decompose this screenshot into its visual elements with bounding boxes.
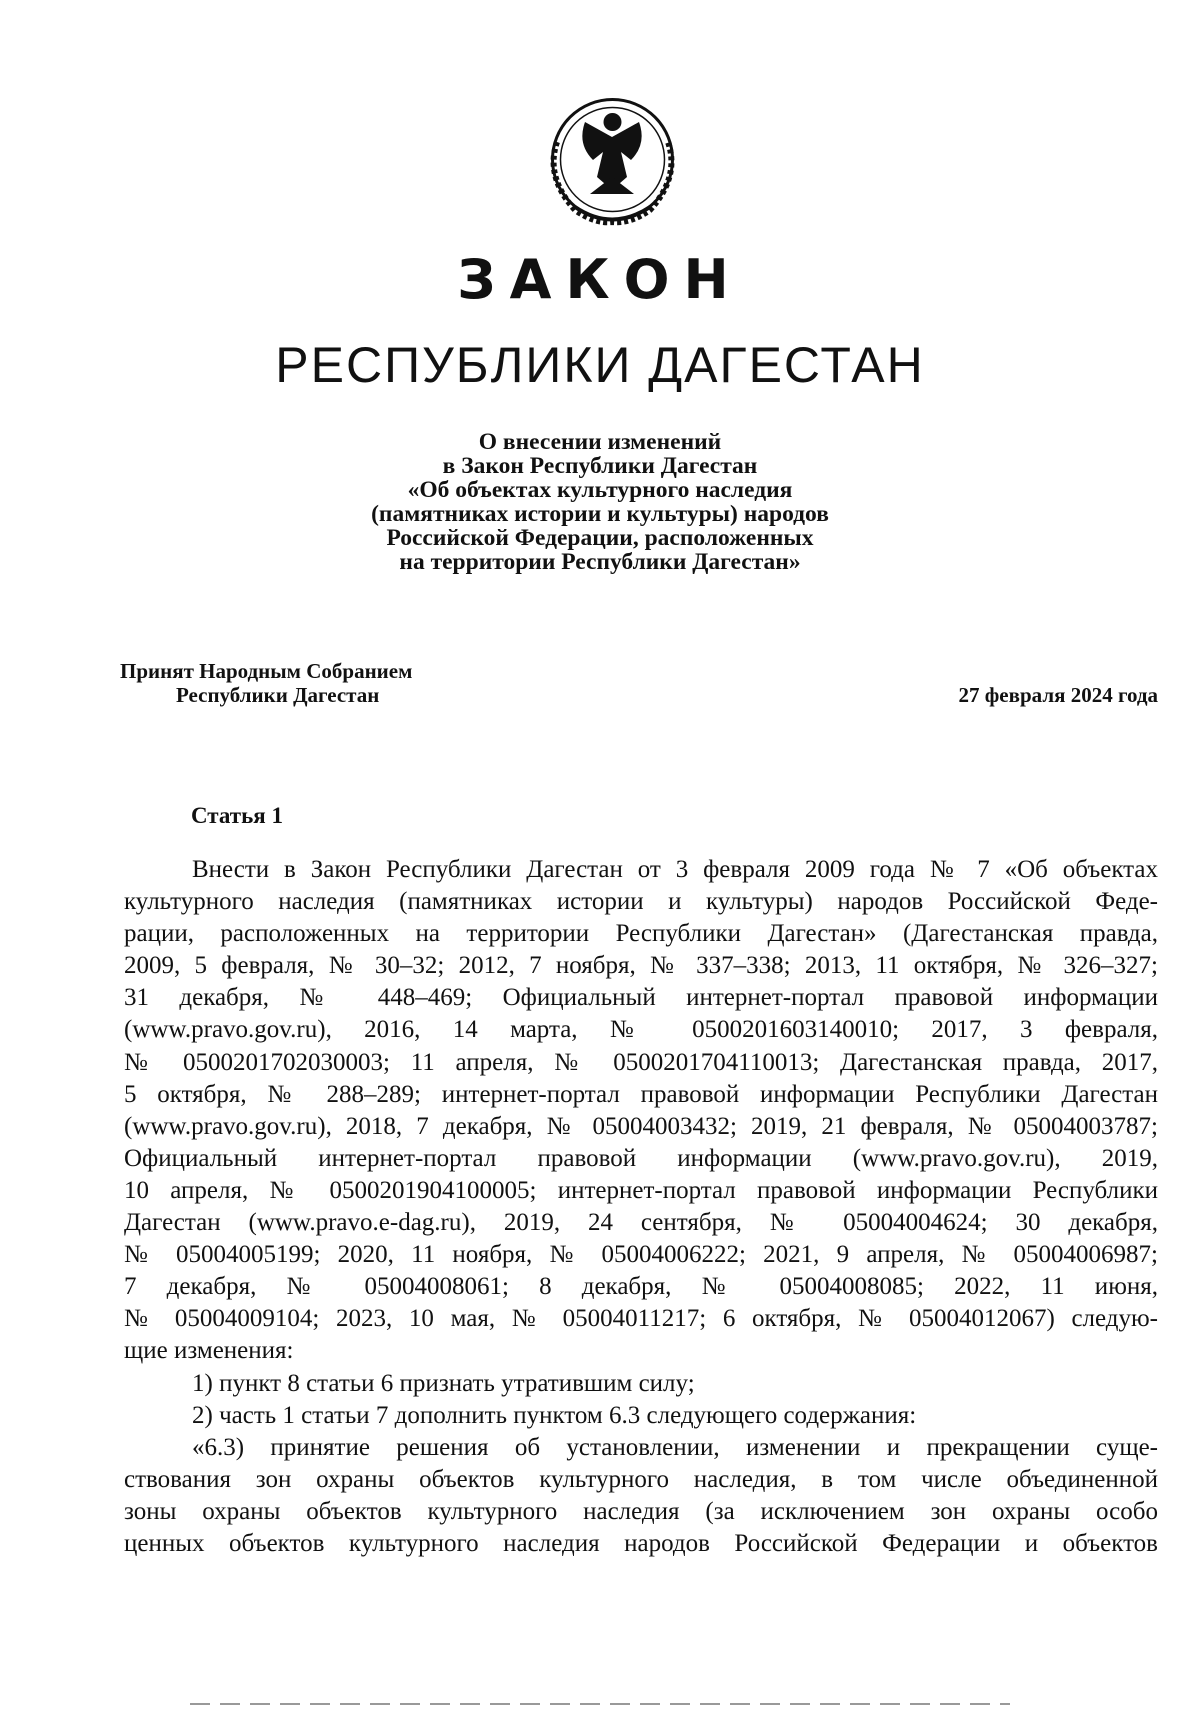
heading-line: О внесении изменений bbox=[478, 429, 722, 455]
heading-line: Российской Федерации, расположенных bbox=[386, 525, 814, 551]
text-line: 10 апреля, № 0500201904100005; интернет-портал правовой информации Республики bbox=[124, 1176, 1158, 1204]
text-line: № 05004005199; 2020, 11 ноября, № 05004006222; 2021, 9 апреля, № 05004006987; bbox=[124, 1241, 1158, 1269]
text-line: культурного наследия (памятниках истории и культуры) народов Российской Феде- bbox=[124, 888, 1158, 916]
law-subtitle: РЕСПУБЛИКИ ДАГЕСТАН bbox=[275, 337, 925, 393]
heading-line: «Об объектах культурного наследия bbox=[407, 477, 793, 503]
heading-line: в Закон Республики Дагестан bbox=[442, 453, 758, 479]
coat-of-arms-icon bbox=[535, 82, 690, 237]
text-line: ствования зон охраны объектов культурного наследия, в том числе объединенной bbox=[124, 1465, 1158, 1493]
text-line: 31 декабря, № 448–469; Официальный интернет-портал правовой информации bbox=[124, 984, 1158, 1012]
text-line: ценных объектов культурного наследия народов Российской Федерации и объектов bbox=[124, 1529, 1158, 1557]
text-line: (www.pravo.gov.ru), 2016, 14 марта, № 0500201603140010; 2017, 3 февраля, bbox=[124, 1016, 1158, 1044]
list-item: 1) пункт 8 статьи 6 признать утратившим силу; bbox=[192, 1369, 695, 1397]
heading-line: на территории Республики Дагестан» bbox=[399, 549, 801, 575]
text-line: 7 декабря, № 05004008061; 8 декабря, № 05004008085; 2022, 11 июня, bbox=[124, 1273, 1158, 1301]
text-line: Дагестан (www.pravo.e-dag.ru), 2019, 24 сентября, № 05004004624; 30 декабря, bbox=[124, 1209, 1158, 1237]
text-line: зоны охраны объектов культурного наследия (за исключением зон охраны особо bbox=[124, 1497, 1158, 1525]
adoption-statement bbox=[120, 659, 412, 707]
heading-line: (памятниках истории и культуры) народов bbox=[371, 501, 829, 527]
law-title: ЗАКОН bbox=[457, 248, 743, 311]
adoption-line: Республики Дагестан bbox=[176, 683, 380, 707]
adoption-date: 27 февраля 2024 года bbox=[958, 683, 1158, 707]
article-body bbox=[124, 854, 1158, 1560]
text-line: № 0500201702030003; 11 апреля, № 0500201704110013; Дагестанская правда, 2017, bbox=[124, 1048, 1158, 1076]
document-heading bbox=[0, 430, 1200, 574]
text-line: Внести в Закон Республики Дагестан от 3 февраля 2009 года № 7 «Об объектах bbox=[192, 856, 1158, 883]
text-line: 2009, 5 февраля, № 30–32; 2012, 7 ноября, № 337–338; 2013, 11 октября, № 326–327; bbox=[124, 952, 1158, 980]
text-line: «6.3) принятие решения об установлении, изменении и прекращении суще- bbox=[192, 1433, 1158, 1461]
text-line: (www.pravo.gov.ru), 2018, 7 декабря, № 05004003432; 2019, 21 февраля, № 05004003787; bbox=[124, 1112, 1158, 1140]
text-line: Официальный интернет-портал правовой информации (www.pravo.gov.ru), 2019, bbox=[124, 1144, 1158, 1172]
text-line: 5 октября, № 288–289; интернет-портал правовой информации Республики Дагестан bbox=[124, 1080, 1158, 1108]
article-title: Статья 1 bbox=[191, 803, 283, 828]
adoption-line: Принят Народным Собранием bbox=[120, 659, 413, 683]
list-item: 2) часть 1 статьи 7 дополнить пунктом 6.3 следующего содержания: bbox=[192, 1401, 917, 1429]
page-bottom-edge bbox=[190, 1703, 1010, 1705]
text-line: щие изменения: bbox=[124, 1337, 294, 1365]
text-line: рации, расположенных на территории Республики Дагестан» (Дагестанская правда, bbox=[124, 920, 1158, 948]
text-line: № 05004009104; 2023, 10 мая, № 05004011217; 6 октября, № 05004012067) следую- bbox=[124, 1305, 1158, 1333]
